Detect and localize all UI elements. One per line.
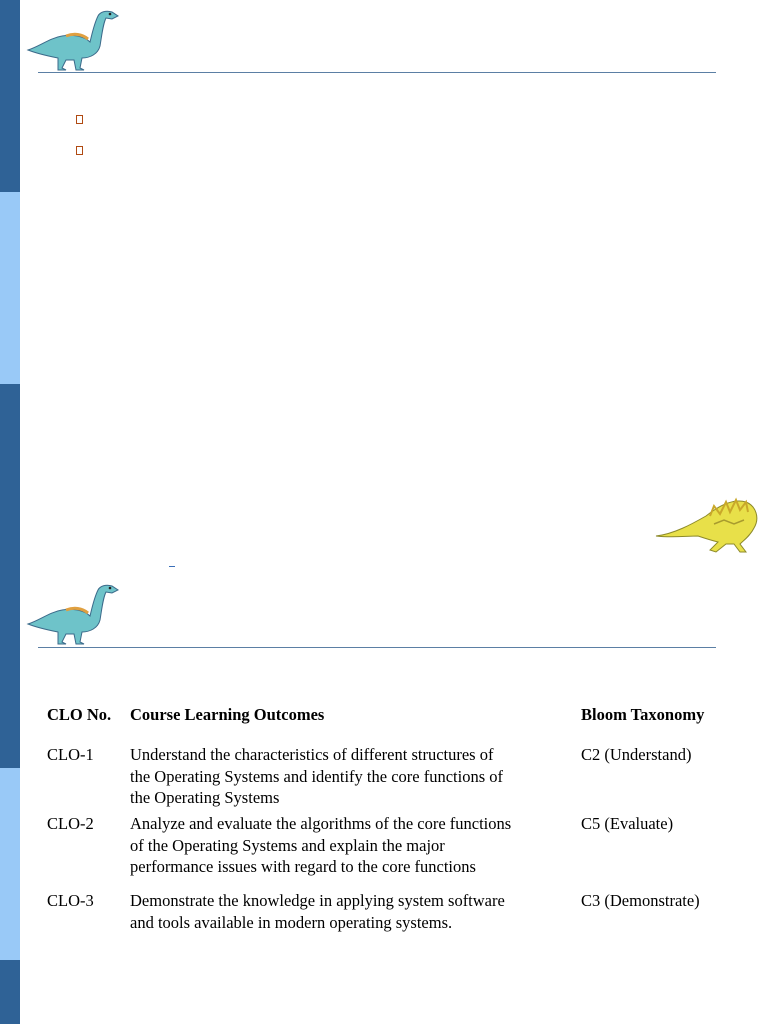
clo-id: CLO-1 xyxy=(47,745,94,764)
side-band-3 xyxy=(0,384,20,768)
header-bloom: Bloom Taxonomy xyxy=(581,705,705,724)
bullet-marker-2 xyxy=(76,146,83,155)
clo-id: CLO-2 xyxy=(47,814,94,833)
title-rule xyxy=(38,72,716,73)
clo-id: CLO-3 xyxy=(47,891,94,910)
dinosaur-icon xyxy=(26,6,122,72)
clo-outcome: Understand the characteristics of different structures of the Operating Systems and identify the core functions of the Operating Systems xyxy=(130,745,503,807)
link-underline[interactable] xyxy=(169,566,175,567)
side-band-5 xyxy=(0,960,20,1024)
clo-outcome: Demonstrate the knowledge in applying system software and tools available in modern operating systems. xyxy=(130,891,505,932)
dinosaur-icon xyxy=(654,494,762,556)
dinosaur-icon xyxy=(26,580,122,646)
header-clo-no: CLO No. xyxy=(47,705,112,724)
bullet-marker-1 xyxy=(76,115,83,124)
side-band-4 xyxy=(0,768,20,960)
title-rule xyxy=(38,647,716,648)
clo-bloom: C3 (Demonstrate) xyxy=(581,891,700,910)
header-outcomes: Course Learning Outcomes xyxy=(130,705,325,724)
clo-outcome: Analyze and evaluate the algorithms of the core functions of the Operating Systems and explain the major performance issues with regard to the core functions xyxy=(130,814,512,876)
side-band-1 xyxy=(0,0,20,192)
clo-bloom: C5 (Evaluate) xyxy=(581,814,674,833)
side-band-2 xyxy=(0,192,20,384)
clo-bloom: C2 (Understand) xyxy=(581,745,692,764)
